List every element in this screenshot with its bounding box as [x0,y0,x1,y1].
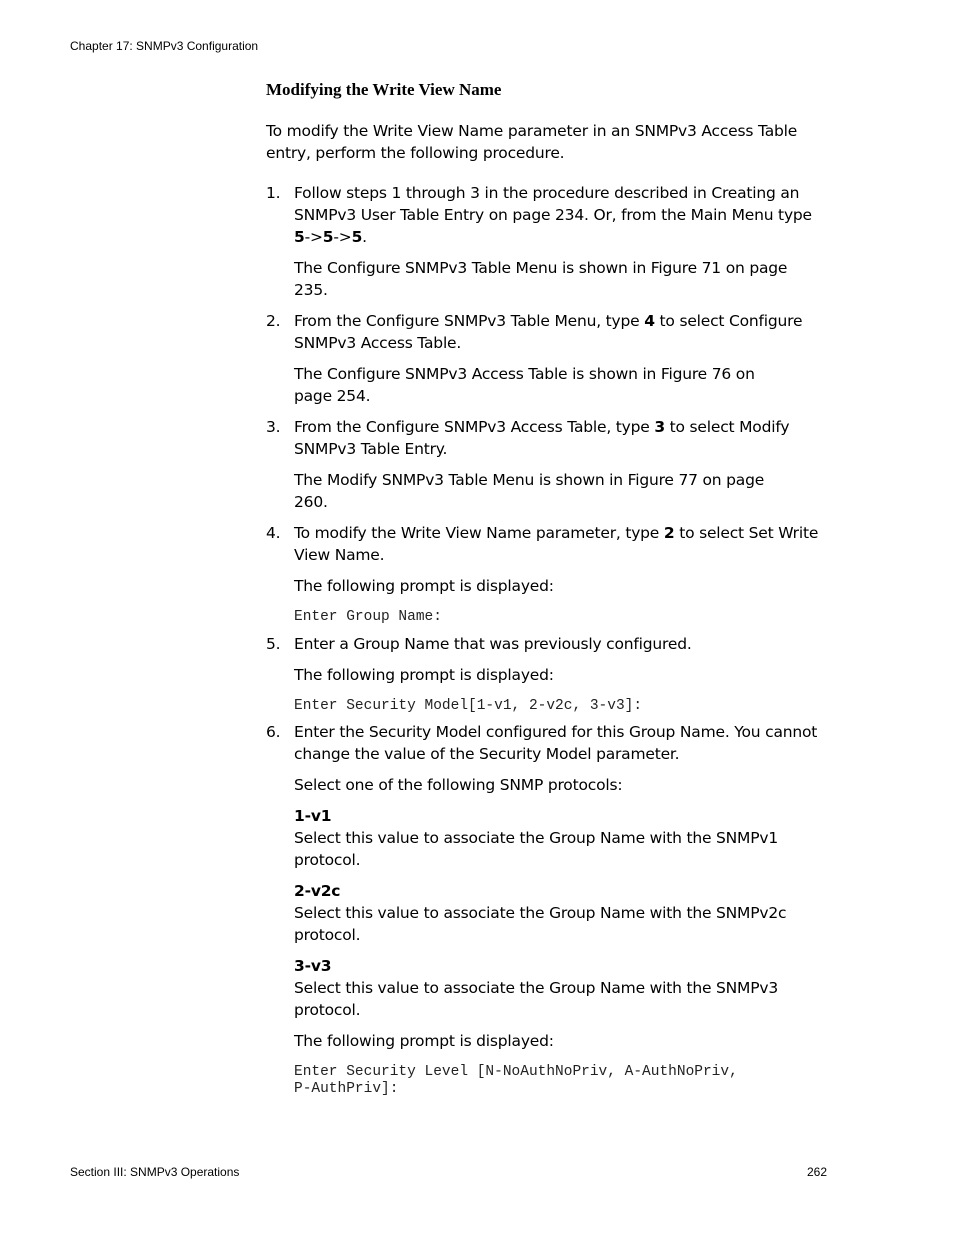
key-value: 3 [654,418,665,436]
step-number: 1. [266,184,281,202]
option-term: 1-v1 [294,807,332,825]
step-number: 2. [266,312,281,330]
intro-line: To modify the Write View Name parameter in an SNMPv3 Access Table [266,122,798,140]
prompt-label: The following prompt is displayed: [294,1032,554,1050]
step-line: Follow steps 1 through 3 in the procedure described in Creating an [294,184,800,202]
page-number: 262 [806,1165,827,1179]
select-label: Select one of the following SNMP protocols: [294,776,623,794]
section-heading: Modifying the Write View Name [266,80,502,99]
intro-paragraph [266,120,797,164]
step-4-text: To modify the Write View Name parameter, type 2 to select Set Write View Name. [294,524,819,564]
step-number: 5. [266,635,281,653]
option-v3: 3-v3 Select this value to associate the Group Name with the SNMPv3 protocol. [294,957,779,1019]
step-number: 3. [266,418,281,436]
key-value: 2 [663,524,675,542]
step-number: 6. [266,723,281,741]
key-value: 4 [644,312,655,330]
intro-line: entry, perform the following procedure. [266,144,565,162]
prompt-label: The following prompt is displayed: [294,577,554,595]
option-v1: 1-v1 Select this value to associate the Group Name with the SNMPv1 protocol. [294,807,779,869]
option-term: 3-v3 [294,957,332,975]
option-term: 2-v2c [294,882,341,900]
prompt-label: The following prompt is displayed: [294,666,554,684]
step-number: 4. [266,524,281,542]
step-3-note: The Modify SNMPv3 Table Menu is shown in Figure 77 on page 260. [294,471,765,511]
console-prompt: Enter Group Name: [294,609,442,625]
option-v2c: 2-v2c Select this value to associate the Group Name with the SNMPv2c protocol. [294,882,787,944]
step-2-text: From the Configure SNMPv3 Table Menu, type 4 to select Configure SNMPv3 Access Table. [294,312,803,352]
step-1-text [294,182,812,248]
step-2-note: The Configure SNMPv3 Access Table is shown in Figure 76 on page 254. [294,365,755,405]
console-prompt: Enter Security Model[1-v1, 2-v2c, 3-v3]: [294,698,643,714]
running-footer: Section III: SNMPv3 Operations [70,1165,240,1179]
running-header: Chapter 17: SNMPv3 Configuration [70,39,259,53]
step-1-note: The Configure SNMPv3 Table Menu is shown in Figure 71 on page 235. [294,259,788,299]
console-prompt: Enter Security Level [N-NoAuthNoPriv, A-AuthNoPriv, P-AuthPriv]: [294,1064,738,1097]
step-line: SNMPv3 User Table Entry on page 234. Or, from the Main Menu type [294,206,812,224]
step-5-text: Enter a Group Name that was previously configured. [294,635,692,653]
step-3-text: From the Configure SNMPv3 Access Table, type 3 to select Modify SNMPv3 Table Entry. [294,418,790,458]
step-6-text: Enter the Security Model configured for this Group Name. You cannot change the value of the Security Model parameter. [294,723,818,763]
menu-path: 5->5->5. [294,228,367,246]
